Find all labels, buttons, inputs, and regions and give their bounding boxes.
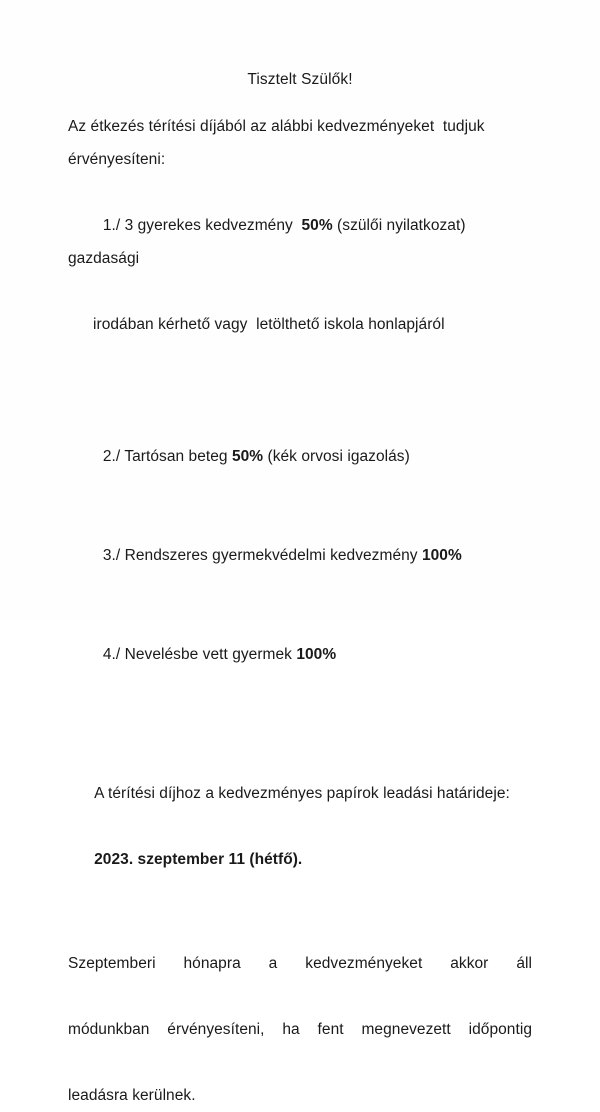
list-item-text-after: (szülői nyilatkozat) gazdasági [68, 217, 470, 267]
list-item [68, 407, 532, 506]
list-item [68, 176, 532, 407]
deadline-paragraph [68, 744, 532, 909]
closing-line-2: módunkban érvényesíteni, ha fent megnevezett időpontig [68, 1021, 532, 1038]
list-item-number: 3./ [102, 547, 121, 564]
list-item-number: 2./ [102, 448, 121, 465]
list-item-text-before: Tartósan beteg [124, 448, 232, 465]
discount-percent: 50% [231, 448, 264, 465]
document-body [68, 0, 532, 1112]
deadline-lead-line: A térítési díjhoz a kedvezményes papírok leadási határideje: [94, 785, 510, 802]
discount-list [68, 176, 532, 704]
discount-percent: 100% [296, 646, 337, 663]
section-spacer [68, 704, 532, 744]
intro-paragraph: Az étkezés térítési díjából az alábbi kedvezményeket tudjuk érvényesíteni: [68, 118, 489, 168]
discount-percent: 50% [301, 217, 333, 234]
closing-line-1: Szeptemberi hónapra a kedvezményeket akkor áll [68, 955, 532, 972]
discount-percent: 100% [421, 547, 462, 564]
section-spacer [68, 909, 532, 947]
page-title: Tisztelt Szülők! [247, 71, 353, 88]
closing-line-3: leadásra kerülnek. [68, 1087, 196, 1104]
list-item [68, 605, 532, 704]
list-item-text-before: Rendszeres gyermekvédelmi kedvezmény [124, 547, 422, 564]
deadline-date: 2023. szeptember 11 (hétfő). [94, 851, 303, 868]
list-item-text-after: (kék orvosi igazolás) [263, 448, 410, 465]
list-item [68, 506, 532, 605]
list-item-text-before: 3 gyerekes kedvezmény [124, 217, 302, 234]
list-item-number: 4./ [102, 646, 121, 663]
list-item-number: 1./ [102, 217, 121, 234]
closing-paragraph [68, 947, 532, 1112]
list-item-continuation: irodában kérhető vagy letölthető iskola honlapjáról [93, 316, 445, 333]
list-item-text-before: Nevelésbe vett gyermek [124, 646, 297, 663]
